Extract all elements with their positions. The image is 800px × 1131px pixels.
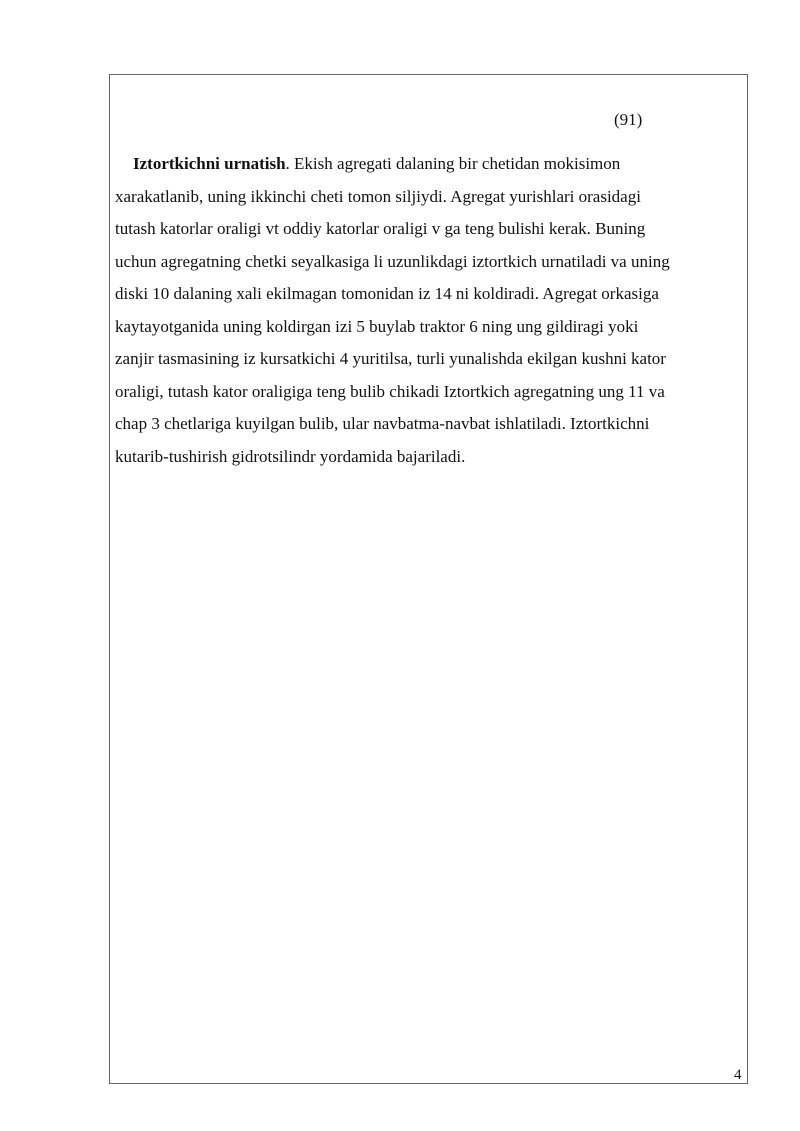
section-heading-inline: Iztortkichni urnatish [133, 154, 286, 173]
paragraph-line: xarakatlanib, uning ikkinchi cheti tomon siljiydi. Agregat yurishlari orasidagi [115, 186, 641, 206]
paragraph-line: kaytayotganida uning koldirgan izi 5 buylab traktor 6 ning ung gildiragi yoki [115, 316, 639, 336]
paragraph-line: kutarib-tushirish gidrotsilindr yordamida bajariladi. [115, 446, 466, 466]
equation-number: (91) [614, 110, 643, 129]
paragraph-line: . Ekish agregati dalaning bir chetidan mokisimon [285, 154, 621, 173]
page-number: 4 [734, 1067, 742, 1083]
paragraph-line: uchun agregatning chetki seyalkasiga li uzunlikdagi iztortkich urnatiladi va uning [115, 251, 670, 271]
paragraph-line: zanjir tasmasining iz kursatkichi 4 yuritilsa, turli yunalishda ekilgan kushni kator [115, 349, 666, 368]
paragraph-line: diski 10 dalaning xali ekilmagan tomonidan iz 14 ni koldiradi. Agregat orkasiga [115, 284, 659, 303]
paragraph-line: chap 3 chetlariga kuyilgan bulib, ular navbatma-navbat ishlatiladi. Iztortkichni [115, 414, 650, 433]
paragraph-line: tutash katorlar oraligi vt oddiy katorlar oraligi v ga teng bulishi kerak. Buning [115, 219, 646, 238]
paragraph-line: oraligi, tutash kator oraligiga teng bulib chikadi Iztortkich agregatning ung 11 va [115, 381, 665, 401]
body-paragraph [115, 148, 740, 473]
